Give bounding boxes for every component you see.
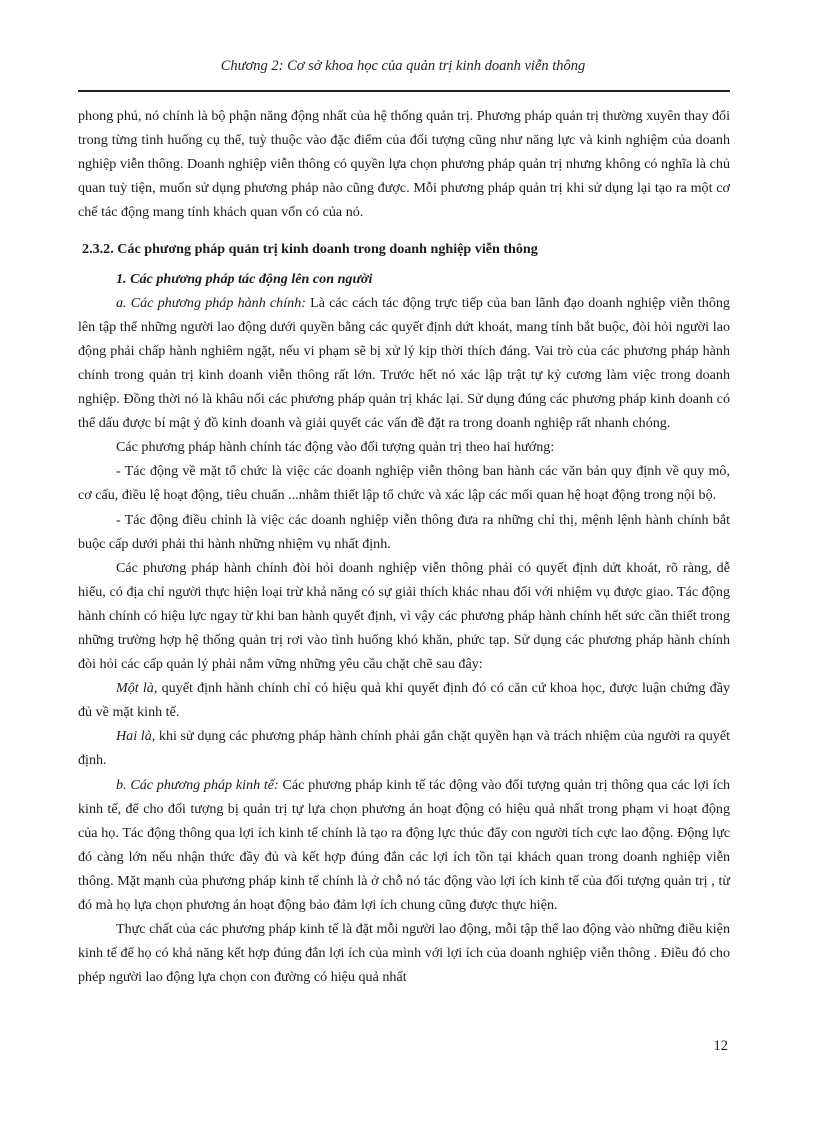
paragraph-economic-methods	[78, 773, 730, 918]
economic-methods-label: b. Các phương pháp kinh tế:	[116, 776, 279, 793]
paragraph-requirements: Các phương pháp hành chính đòi hỏi doanh nghiệp viễn thông phải có quyết định dứt khoát, rõ ràng, dễ hiểu, có địa chỉ người thực hiện loại trừ khả năng có sự giải thích khác nhau đối với nhiệm vụ được giao. Tác động hành chính có hiệu lực ngay từ khi ban hành quyết định, vì vậy các phương pháp hành chính hết sức cần thiết trong những trường hợp hệ thống quản trị rơi vào tình huống khó khăn, phức tạp. Sử dụng các phương pháp hành chính đòi hỏi các cấp quản lý phải nắm vững những yêu cầu chặt chẽ sau đây:	[78, 559, 730, 673]
section-heading: 2.3.2. Các phương pháp quản trị kinh doanh trong doanh nghiệp viễn thông	[82, 241, 538, 258]
paragraph-organizational-impact: - Tác động về mặt tổ chức là việc các doanh nghiệp viễn thông ban hành các văn bản quy định về quy mô, cơ cấu, điều lệ hoạt động, tiêu chuẩn ...nhằm thiết lập tổ chức và xác lập các mối quan hệ hoạt động trong nội bộ.	[78, 463, 730, 504]
second-requirement-text: khi sử dụng các phương pháp hành chính phải gắn chặt quyền hạn và trách nhiệm của người ra quyết định.	[78, 728, 730, 769]
paragraph-first-requirement	[78, 676, 730, 724]
first-requirement-label: Một là	[116, 680, 154, 697]
administrative-methods-label: a. Các phương pháp hành chính:	[116, 294, 306, 311]
paragraph-two-directions: Các phương pháp hành chính tác động vào đối tượng quản trị theo hai hướng:	[116, 439, 555, 456]
running-header: Chương 2: Cơ sở khoa học của quản trị kinh doanh viễn thông	[220, 58, 586, 74]
paragraph-adjustment-impact: - Tác động điều chỉnh là việc các doanh nghiệp viễn thông đưa ra những chỉ thị, mệnh lệnh hành chính bắt buộc cấp dưới phải thi hành những nhiệm vụ nhất định.	[78, 511, 730, 552]
subheading-methods-on-people: 1. Các phương pháp tác động lên con người	[116, 270, 373, 287]
first-requirement-text: , quyết định hành chính chỉ có hiệu quả khi quyết định đó có căn cứ khoa học, được luận chứng đầy đủ về mặt kinh tế.	[78, 680, 730, 721]
economic-methods-text: Các phương pháp kinh tế tác động vào đối tượng quản trị thông qua các lợi ích kinh tế, để cho đối tượng bị quản trị tự lựa chọn phương án hoạt động có hiệu quả nhất trong phạm vi hoạt động của họ. Tác động thông qua lợi ích kinh tế chính là tạo ra động lực thúc đẩy con người tích cực lao động. Động lực đó càng lớn nếu nhận thức đầy đủ và kết hợp đúng đắn các lợi ích tồn tại khách quan trong doanh nghiệp viễn thông. Mặt mạnh của phương pháp kinh tế chính là ở chỗ nó tác động vào lợi ích kinh tế của đối tượng quản trị , từ đó mà họ lựa chọn phương án hoạt động bảo đảm lợi ích chung cũng được thực hiện.	[78, 776, 730, 913]
paragraph-continued: phong phú, nó chính là bộ phận năng động nhất của hệ thống quản trị. Phương pháp quản trị thường xuyên thay đổi trong từng tình huống cụ thể, tuỳ thuộc vào đặc điểm của đối tượng cũng như năng lực và kinh nghiệm của doanh nghiệp viễn thông. Doanh nghiệp viễn thông có quyền lựa chọn phương pháp quản trị nhưng không có nghĩa là chủ quan tuỳ tiện, muốn sử dụng phương pháp nào cũng được. Mỗi phương pháp quản trị khi sử dụng lại tạo ra một cơ chế tác động mang tính khách quan vốn có của nó.	[78, 108, 730, 221]
administrative-methods-text: Là các cách tác động trực tiếp của ban lãnh đạo doanh nghiệp viễn thông lên tập thể những người lao động dưới quyền bằng các quyết định dứt khoát, mang tính bắt buộc, đòi hỏi người lao động phải chấp hành nghiêm ngặt, nếu vi phạm sẽ bị xử lý kịp thời thích đáng. Vai trò của các phương pháp hành chính trong quản trị kinh doanh viễn thông rất lớn. Trước hết nó xác lập trật tự kỷ cương làm việc trong doanh nghiệp. Đồng thời nó là khâu nối các phương pháp quản trị khác lại. Sử dụng đúng các phương pháp kinh doanh có thể dấu được bí mật ý đồ kinh doanh và giải quyết các vấn đề đặt ra trong doanh nghiệp rất nhanh chóng.	[78, 294, 730, 432]
page-body	[78, 104, 730, 989]
page-number: 12	[713, 1038, 728, 1054]
second-requirement-label: Hai là,	[116, 728, 156, 745]
header-divider	[78, 90, 730, 92]
paragraph-essence: Thực chất của các phương pháp kinh tế là đặt mỗi người lao động, mỗi tập thể lao động vào những điều kiện kinh tế để họ có khả năng kết hợp đúng đắn lợi ích của mình với lợi ích của doanh nghiệp viễn thông . Điều đó cho phép người lao động lựa chọn con đường có hiệu quả nhất	[78, 921, 730, 986]
paragraph-second-requirement	[78, 724, 730, 772]
paragraph-administrative-methods	[78, 291, 730, 436]
